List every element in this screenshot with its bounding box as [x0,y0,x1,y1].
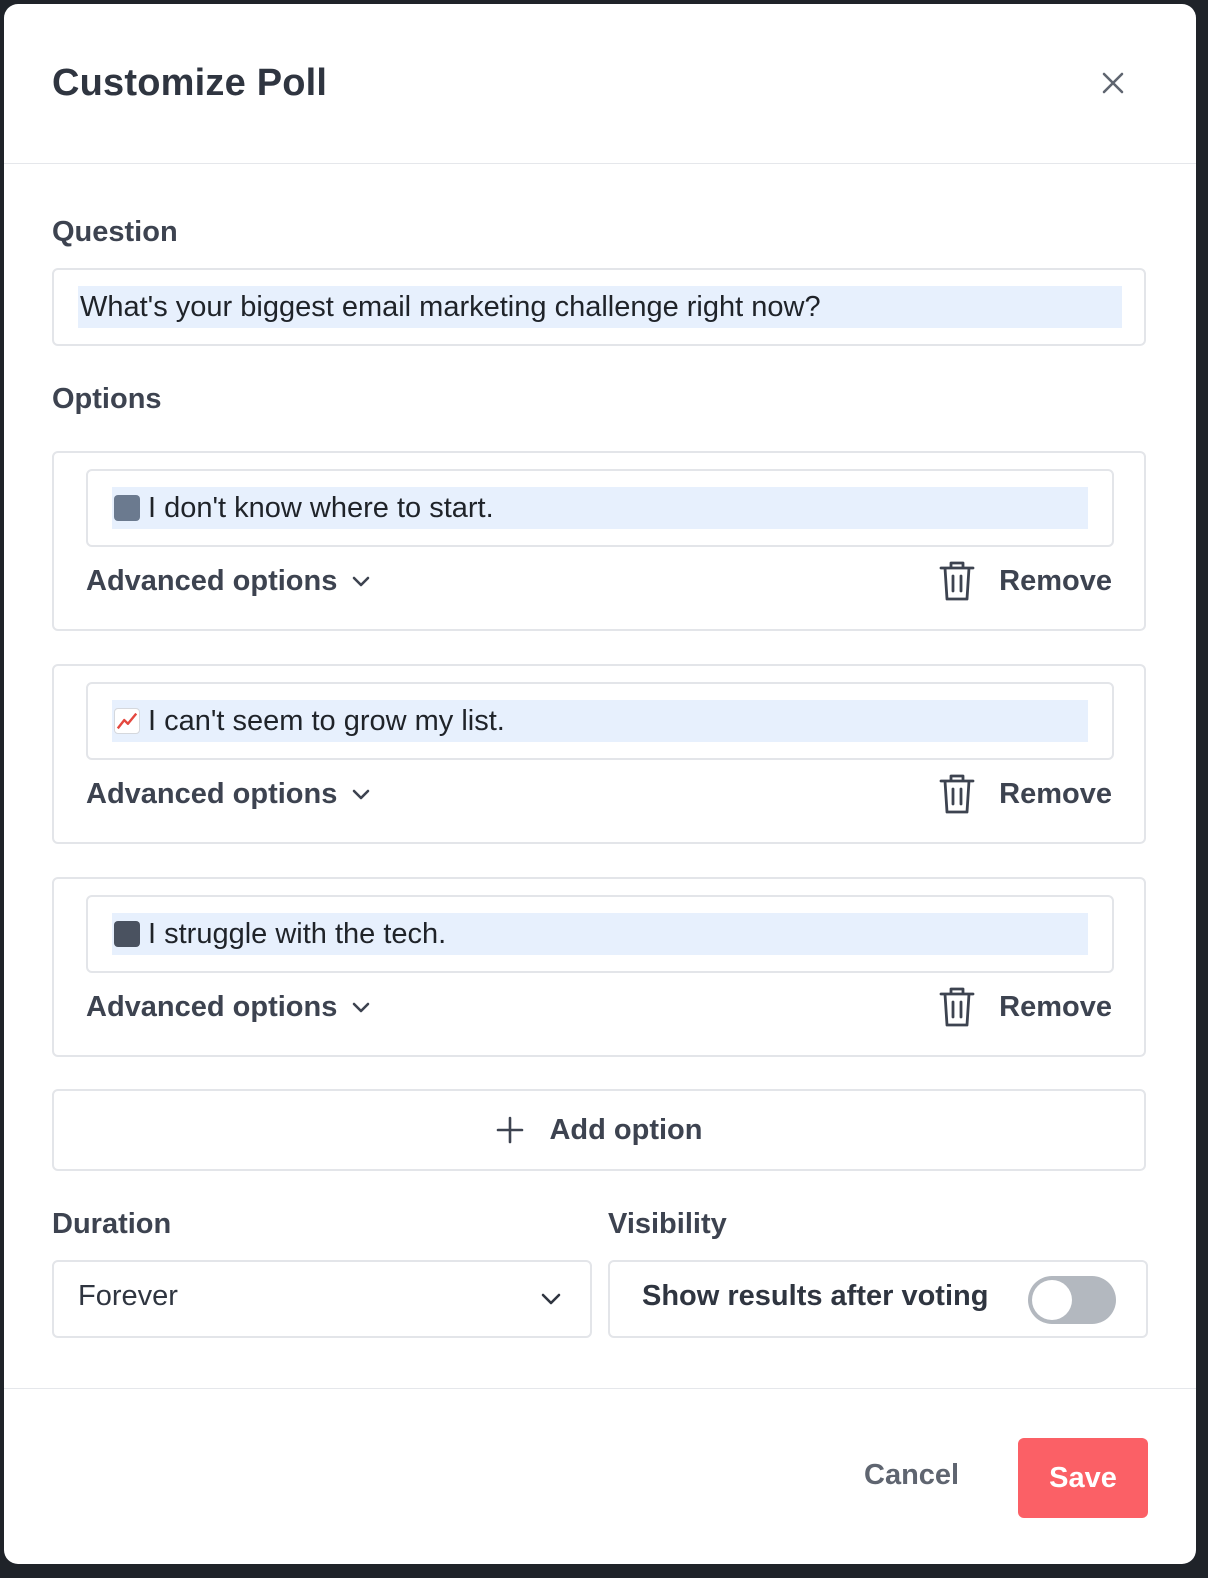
remove-option-button[interactable] [937,557,1112,605]
options-label: Options [52,383,162,415]
advanced-options-label: Advanced options [86,777,338,810]
visibility-label: Visibility [608,1208,727,1240]
question-input[interactable]: What's your biggest email marketing challenge right now? [78,286,1122,328]
remove-option-button[interactable] [937,983,1112,1031]
option-text: I struggle with the tech. [148,918,447,950]
option-input[interactable] [112,487,1088,529]
chevron-down-icon [349,995,373,1019]
advanced-options-toggle[interactable] [86,561,373,601]
option-input[interactable] [112,700,1088,742]
trash-icon [937,559,977,603]
option-card [52,877,1146,1057]
show-results-toggle[interactable] [1028,1276,1116,1324]
chart-increasing-emoji-icon [114,708,140,734]
advanced-options-label: Advanced options [86,990,338,1023]
advanced-options-label: Advanced options [86,564,338,597]
add-option-button[interactable] [52,1089,1146,1171]
chevron-down-icon [349,782,373,806]
remove-label: Remove [999,564,1112,597]
close-button[interactable] [1096,66,1130,100]
trash-icon [937,772,977,816]
chevron-down-icon [349,569,373,593]
option-field [86,469,1114,547]
show-results-label: Show results after voting [642,1280,989,1312]
option-field [86,682,1114,760]
add-option-label: Add option [549,1113,703,1146]
person-shrugging-emoji-icon [114,495,140,521]
cancel-button[interactable]: Cancel [864,1459,960,1491]
dialog-title: Customize Poll [52,62,328,104]
remove-label: Remove [999,990,1112,1023]
duration-value: Forever [78,1280,178,1312]
duration-select[interactable] [52,1260,592,1338]
chevron-down-icon [538,1286,564,1312]
question-label: Question [52,216,178,248]
trash-icon [937,985,977,1029]
save-button[interactable]: Save [1018,1438,1148,1518]
option-card [52,664,1146,844]
advanced-options-toggle[interactable] [86,774,373,814]
close-icon [1096,66,1130,100]
technologist-emoji-icon [114,921,140,947]
option-field [86,895,1114,973]
duration-label: Duration [52,1208,172,1240]
remove-option-button[interactable] [937,770,1112,818]
dialog-footer [4,1388,1196,1564]
question-field [52,268,1146,346]
visibility-setting [608,1260,1148,1338]
option-text: I can't seem to grow my list. [148,705,505,737]
remove-label: Remove [999,777,1112,810]
option-card [52,451,1146,631]
plus-icon [495,1115,525,1145]
advanced-options-toggle[interactable] [86,987,373,1027]
toggle-knob [1032,1280,1072,1320]
option-input[interactable] [112,913,1088,955]
dialog-header [4,4,1196,164]
option-text: I don't know where to start. [148,492,494,524]
customize-poll-dialog [4,4,1196,1564]
